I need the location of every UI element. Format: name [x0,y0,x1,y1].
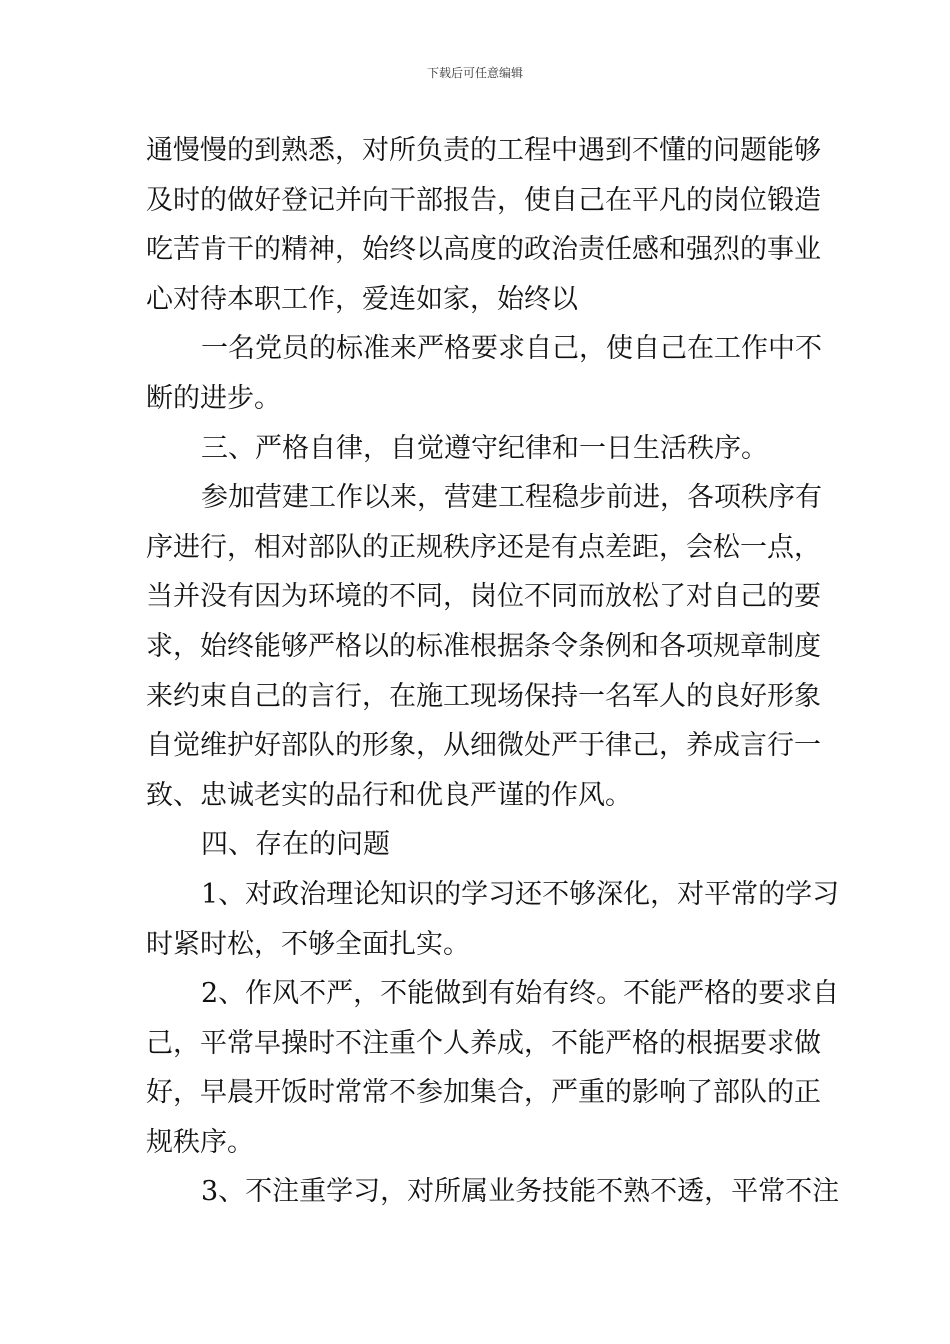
text-line: 四、存在的问题 [201,829,390,861]
paragraph [146,126,821,324]
text-line: 序进行，相对部队的正规秩序还是有点差距，会松一点， [146,531,821,563]
paragraph [146,870,840,969]
text-line: 三、严格自律，自觉遵守纪律和一日生活秩序。 [201,432,768,464]
text-line: 及时的做好登记并向干部报告，使自己在平凡的岗位锻造 [146,184,821,216]
document-body [146,126,840,1217]
text-line: 己，平常早操时不注重个人养成，不能严格的根据要求做 [146,1027,821,1059]
text-line: 心对待本职工作，爱连如家，始终以 [146,283,578,315]
text-line: 通慢慢的到熟悉，对所负责的工程中遇到不懂的问题能够 [146,135,821,166]
paragraph [146,473,822,820]
paragraph [146,424,806,474]
text-line: 3、不注重学习，对所属业务技能不熟不透，平常不注 [201,1176,840,1208]
text-line: 当并没有因为环境的不同，岗位不同而放松了对自己的要 [146,581,821,613]
text-line: 规秩序。 [146,1126,254,1158]
paragraph [146,1167,840,1217]
text-line: 时紧时松，不够全面扎实。 [146,928,470,960]
text-line: 求，始终能够严格以的标准根据条令条例和各项规章制度 [146,630,821,662]
text-line: 参加营建工作以来，营建工程稳步前进，各项秩序有 [201,482,822,514]
paragraph [146,324,822,423]
text-line: 好，早晨开饭时常常不参加集合，严重的影响了部队的正 [146,1077,821,1109]
text-line: 自觉维护好部队的形象，从细微处严于律己，养成言行一 [146,730,821,762]
text-line: 来约束自己的言行，在施工现场保持一名军人的良好形象 [146,680,821,712]
text-line: 2、作风不严，不能做到有始有终。不能严格的要求自 [201,978,840,1010]
text-line: 吃苦肯干的精神，始终以高度的政治责任感和强烈的事业 [146,234,821,266]
text-line: 致、忠诚老实的品行和优良严谨的作风。 [146,779,632,811]
paragraph [146,820,806,870]
page-header: 下载后可任意编辑 [426,66,523,80]
text-line: 断的进步。 [146,382,281,414]
text-line: 一名党员的标准来严格要求自己，使自己在工作中不 [201,333,822,365]
text-line: 1、对政治理论知识的学习还不够深化，对平常的学习 [201,878,840,910]
paragraph [146,969,840,1167]
